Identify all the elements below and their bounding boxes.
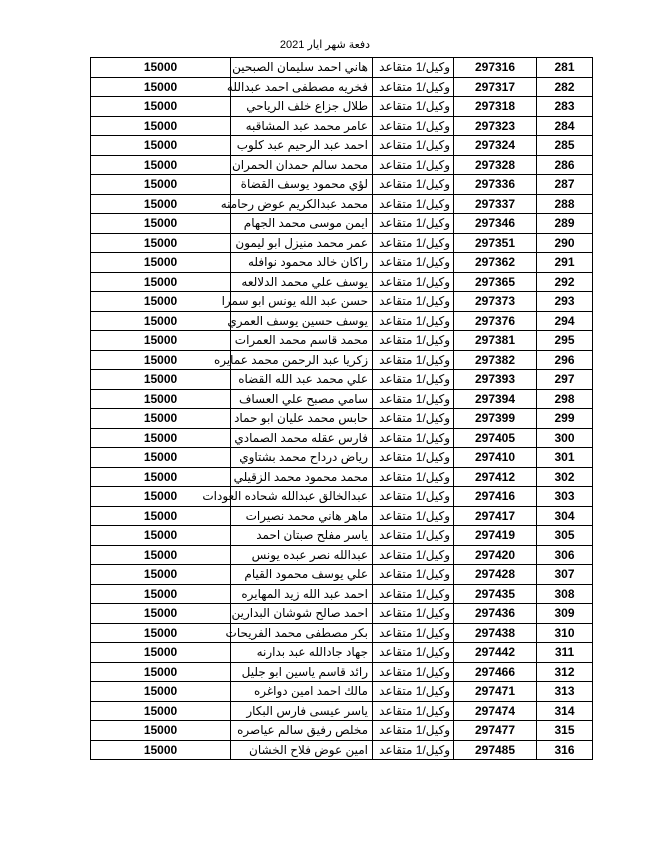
id-cell: 297323 <box>454 116 537 136</box>
amount-cell: 15000 <box>91 311 231 331</box>
row-number-cell: 291 <box>537 253 593 273</box>
name-cell: علي محمد عبد الله القضاه <box>231 370 373 390</box>
table-row <box>91 58 593 78</box>
rank-cell: وكيل/1 متقاعد <box>373 155 454 175</box>
name-cell: امين عوض فلاح الخشان <box>231 740 373 760</box>
rank-cell: وكيل/1 متقاعد <box>373 623 454 643</box>
id-cell: 297376 <box>454 311 537 331</box>
amount-cell: 15000 <box>91 214 231 234</box>
rank-cell: وكيل/1 متقاعد <box>373 311 454 331</box>
id-cell: 297474 <box>454 701 537 721</box>
amount-cell: 15000 <box>91 389 231 409</box>
table-row <box>91 389 593 409</box>
table-row <box>91 643 593 663</box>
row-number-cell: 306 <box>537 545 593 565</box>
amount-cell: 15000 <box>91 643 231 663</box>
id-cell: 297381 <box>454 331 537 351</box>
amount-cell: 15000 <box>91 272 231 292</box>
id-cell: 297435 <box>454 584 537 604</box>
rank-cell: وكيل/1 متقاعد <box>373 506 454 526</box>
amount-cell: 15000 <box>91 350 231 370</box>
rank-cell: وكيل/1 متقاعد <box>373 58 454 78</box>
row-number-cell: 298 <box>537 389 593 409</box>
id-cell: 297373 <box>454 292 537 312</box>
rank-cell: وكيل/1 متقاعد <box>373 545 454 565</box>
id-cell: 297412 <box>454 467 537 487</box>
row-number-cell: 287 <box>537 175 593 195</box>
amount-cell: 15000 <box>91 662 231 682</box>
rank-cell: وكيل/1 متقاعد <box>373 701 454 721</box>
rank-cell: وكيل/1 متقاعد <box>373 175 454 195</box>
name-cell: راكان خالد محمود نوافله <box>231 253 373 273</box>
amount-cell: 15000 <box>91 467 231 487</box>
name-cell: مخلص رفيق سالم عياصره <box>231 721 373 741</box>
id-cell: 297420 <box>454 545 537 565</box>
rank-cell: وكيل/1 متقاعد <box>373 331 454 351</box>
name-cell: حابس محمد عليان ابو حماد <box>231 409 373 429</box>
table-row <box>91 565 593 585</box>
row-number-cell: 288 <box>537 194 593 214</box>
table-row <box>91 331 593 351</box>
row-number-cell: 311 <box>537 643 593 663</box>
table-row <box>91 506 593 526</box>
id-cell: 297324 <box>454 136 537 156</box>
row-number-cell: 284 <box>537 116 593 136</box>
rank-cell: وكيل/1 متقاعد <box>373 77 454 97</box>
row-number-cell: 296 <box>537 350 593 370</box>
name-cell: ياسر مفلح صبتان احمد <box>231 526 373 546</box>
table-row <box>91 214 593 234</box>
row-number-cell: 281 <box>537 58 593 78</box>
rank-cell: وكيل/1 متقاعد <box>373 97 454 117</box>
id-cell: 297317 <box>454 77 537 97</box>
amount-cell: 15000 <box>91 253 231 273</box>
table-row <box>91 448 593 468</box>
id-cell: 297471 <box>454 682 537 702</box>
rank-cell: وكيل/1 متقاعد <box>373 662 454 682</box>
amount-cell: 15000 <box>91 194 231 214</box>
table-row <box>91 97 593 117</box>
name-cell: هاني احمد سليمان الصبحين <box>231 58 373 78</box>
name-cell: ياسر عيسى فارس البكار <box>231 701 373 721</box>
name-cell: ماهر هاني محمد نصيرات <box>231 506 373 526</box>
name-cell: حسن عبد الله يونس ابو سمرا <box>231 292 373 312</box>
amount-cell: 15000 <box>91 526 231 546</box>
amount-cell: 15000 <box>91 721 231 741</box>
row-number-cell: 282 <box>537 77 593 97</box>
amount-cell: 15000 <box>91 448 231 468</box>
name-cell: سامي مصبح علي العساف <box>231 389 373 409</box>
name-cell: ايمن موسى محمد الجهام <box>231 214 373 234</box>
amount-cell: 15000 <box>91 740 231 760</box>
id-cell: 297394 <box>454 389 537 409</box>
table-row <box>91 467 593 487</box>
table-row <box>91 370 593 390</box>
table-row <box>91 116 593 136</box>
id-cell: 297316 <box>454 58 537 78</box>
amount-cell: 15000 <box>91 487 231 507</box>
amount-cell: 15000 <box>91 58 231 78</box>
amount-cell: 15000 <box>91 565 231 585</box>
rank-cell: وكيل/1 متقاعد <box>373 584 454 604</box>
table-row <box>91 136 593 156</box>
name-cell: يوسف حسين يوسف العمري <box>231 311 373 331</box>
id-cell: 297416 <box>454 487 537 507</box>
name-cell: عبدالله نصر عبده يونس <box>231 545 373 565</box>
table-row <box>91 604 593 624</box>
row-number-cell: 301 <box>537 448 593 468</box>
row-number-cell: 295 <box>537 331 593 351</box>
name-cell: عمر محمد منيزل ابو ليمون <box>231 233 373 253</box>
row-number-cell: 297 <box>537 370 593 390</box>
row-number-cell: 312 <box>537 662 593 682</box>
id-cell: 297399 <box>454 409 537 429</box>
name-cell: فارس عقله محمد الصمادي <box>231 428 373 448</box>
rank-cell: وكيل/1 متقاعد <box>373 428 454 448</box>
table-row <box>91 272 593 292</box>
id-cell: 297442 <box>454 643 537 663</box>
row-number-cell: 285 <box>537 136 593 156</box>
rank-cell: وكيل/1 متقاعد <box>373 721 454 741</box>
name-cell: رائد قاسم ياسين ابو جليل <box>231 662 373 682</box>
id-cell: 297410 <box>454 448 537 468</box>
row-number-cell: 299 <box>537 409 593 429</box>
table-row <box>91 155 593 175</box>
name-cell: عبدالخالق عبدالله شحاده العودات <box>231 487 373 507</box>
amount-cell: 15000 <box>91 584 231 604</box>
id-cell: 297382 <box>454 350 537 370</box>
table-row <box>91 428 593 448</box>
rank-cell: وكيل/1 متقاعد <box>373 409 454 429</box>
amount-cell: 15000 <box>91 233 231 253</box>
amount-cell: 15000 <box>91 409 231 429</box>
row-number-cell: 290 <box>537 233 593 253</box>
row-number-cell: 315 <box>537 721 593 741</box>
table-row <box>91 487 593 507</box>
rank-cell: وكيل/1 متقاعد <box>373 604 454 624</box>
id-cell: 297328 <box>454 155 537 175</box>
payments-table <box>90 57 593 760</box>
amount-cell: 15000 <box>91 370 231 390</box>
row-number-cell: 283 <box>537 97 593 117</box>
amount-cell: 15000 <box>91 116 231 136</box>
table-row <box>91 701 593 721</box>
name-cell: عامر محمد عبد المشاقبه <box>231 116 373 136</box>
rank-cell: وكيل/1 متقاعد <box>373 253 454 273</box>
id-cell: 297485 <box>454 740 537 760</box>
id-cell: 297365 <box>454 272 537 292</box>
table-row <box>91 292 593 312</box>
amount-cell: 15000 <box>91 97 231 117</box>
rank-cell: وكيل/1 متقاعد <box>373 526 454 546</box>
name-cell: احمد صالح شوشان البدارين <box>231 604 373 624</box>
table-row <box>91 721 593 741</box>
rank-cell: وكيل/1 متقاعد <box>373 272 454 292</box>
name-cell: جهاد جادالله عبد بدارنه <box>231 643 373 663</box>
table-row <box>91 311 593 331</box>
rank-cell: وكيل/1 متقاعد <box>373 467 454 487</box>
rank-cell: وكيل/1 متقاعد <box>373 565 454 585</box>
table-row <box>91 662 593 682</box>
rank-cell: وكيل/1 متقاعد <box>373 370 454 390</box>
row-number-cell: 300 <box>537 428 593 448</box>
amount-cell: 15000 <box>91 623 231 643</box>
name-cell: لؤي محمود يوسف القضاة <box>231 175 373 195</box>
id-cell: 297436 <box>454 604 537 624</box>
rank-cell: وكيل/1 متقاعد <box>373 389 454 409</box>
table-row <box>91 526 593 546</box>
id-cell: 297351 <box>454 233 537 253</box>
row-number-cell: 316 <box>537 740 593 760</box>
row-number-cell: 286 <box>537 155 593 175</box>
rank-cell: وكيل/1 متقاعد <box>373 136 454 156</box>
table-row <box>91 740 593 760</box>
table-row <box>91 350 593 370</box>
table-row <box>91 253 593 273</box>
id-cell: 297318 <box>454 97 537 117</box>
row-number-cell: 293 <box>537 292 593 312</box>
table-row <box>91 584 593 604</box>
rank-cell: وكيل/1 متقاعد <box>373 233 454 253</box>
amount-cell: 15000 <box>91 682 231 702</box>
name-cell: رياض درداح محمد بشتاوي <box>231 448 373 468</box>
name-cell: يوسف علي محمد الدلالعه <box>231 272 373 292</box>
id-cell: 297419 <box>454 526 537 546</box>
name-cell: بكر مصطفى محمد الفريحات <box>231 623 373 643</box>
name-cell: محمد سالم حمدان الحمران <box>231 155 373 175</box>
rank-cell: وكيل/1 متقاعد <box>373 292 454 312</box>
row-number-cell: 304 <box>537 506 593 526</box>
name-cell: محمد محمود محمد الزقيلي <box>231 467 373 487</box>
id-cell: 297337 <box>454 194 537 214</box>
id-cell: 297346 <box>454 214 537 234</box>
name-cell: زكريا عبد الرحمن محمد عمايره <box>231 350 373 370</box>
rank-cell: وكيل/1 متقاعد <box>373 214 454 234</box>
id-cell: 297417 <box>454 506 537 526</box>
row-number-cell: 314 <box>537 701 593 721</box>
name-cell: محمد قاسم محمد العمرات <box>231 331 373 351</box>
rank-cell: وكيل/1 متقاعد <box>373 448 454 468</box>
row-number-cell: 308 <box>537 584 593 604</box>
amount-cell: 15000 <box>91 701 231 721</box>
name-cell: محمد عبدالكريم عوض رحامنه <box>231 194 373 214</box>
table-row <box>91 175 593 195</box>
row-number-cell: 302 <box>537 467 593 487</box>
rank-cell: وكيل/1 متقاعد <box>373 194 454 214</box>
id-cell: 297393 <box>454 370 537 390</box>
id-cell: 297362 <box>454 253 537 273</box>
table-body <box>91 58 593 760</box>
rank-cell: وكيل/1 متقاعد <box>373 487 454 507</box>
rank-cell: وكيل/1 متقاعد <box>373 116 454 136</box>
table-row <box>91 194 593 214</box>
table-row <box>91 623 593 643</box>
row-number-cell: 303 <box>537 487 593 507</box>
rank-cell: وكيل/1 متقاعد <box>373 350 454 370</box>
rank-cell: وكيل/1 متقاعد <box>373 643 454 663</box>
row-number-cell: 307 <box>537 565 593 585</box>
rank-cell: وكيل/1 متقاعد <box>373 740 454 760</box>
rank-cell: وكيل/1 متقاعد <box>373 682 454 702</box>
row-number-cell: 305 <box>537 526 593 546</box>
row-number-cell: 292 <box>537 272 593 292</box>
name-cell: فخريه مصطفى احمد عبدالله <box>231 77 373 97</box>
id-cell: 297336 <box>454 175 537 195</box>
amount-cell: 15000 <box>91 331 231 351</box>
amount-cell: 15000 <box>91 545 231 565</box>
name-cell: احمد عبد الرحيم عبد كلوب <box>231 136 373 156</box>
table-row <box>91 409 593 429</box>
amount-cell: 15000 <box>91 604 231 624</box>
row-number-cell: 309 <box>537 604 593 624</box>
name-cell: احمد عبد الله زيد المهايره <box>231 584 373 604</box>
table-row <box>91 682 593 702</box>
amount-cell: 15000 <box>91 155 231 175</box>
id-cell: 297466 <box>454 662 537 682</box>
page-title: دفعة شهر ايار 2021 <box>279 39 371 51</box>
table-row <box>91 77 593 97</box>
amount-cell: 15000 <box>91 292 231 312</box>
row-number-cell: 310 <box>537 623 593 643</box>
name-cell: علي يوسف محمود القيام <box>231 565 373 585</box>
id-cell: 297428 <box>454 565 537 585</box>
row-number-cell: 289 <box>537 214 593 234</box>
amount-cell: 15000 <box>91 77 231 97</box>
amount-cell: 15000 <box>91 506 231 526</box>
id-cell: 297405 <box>454 428 537 448</box>
name-cell: طلال جزاع خلف الرياحي <box>231 97 373 117</box>
amount-cell: 15000 <box>91 136 231 156</box>
name-cell: مالك احمد امين دواغره <box>231 682 373 702</box>
row-number-cell: 294 <box>537 311 593 331</box>
amount-cell: 15000 <box>91 428 231 448</box>
table-row <box>91 233 593 253</box>
amount-cell: 15000 <box>91 175 231 195</box>
id-cell: 297438 <box>454 623 537 643</box>
table-row <box>91 545 593 565</box>
id-cell: 297477 <box>454 721 537 741</box>
row-number-cell: 313 <box>537 682 593 702</box>
